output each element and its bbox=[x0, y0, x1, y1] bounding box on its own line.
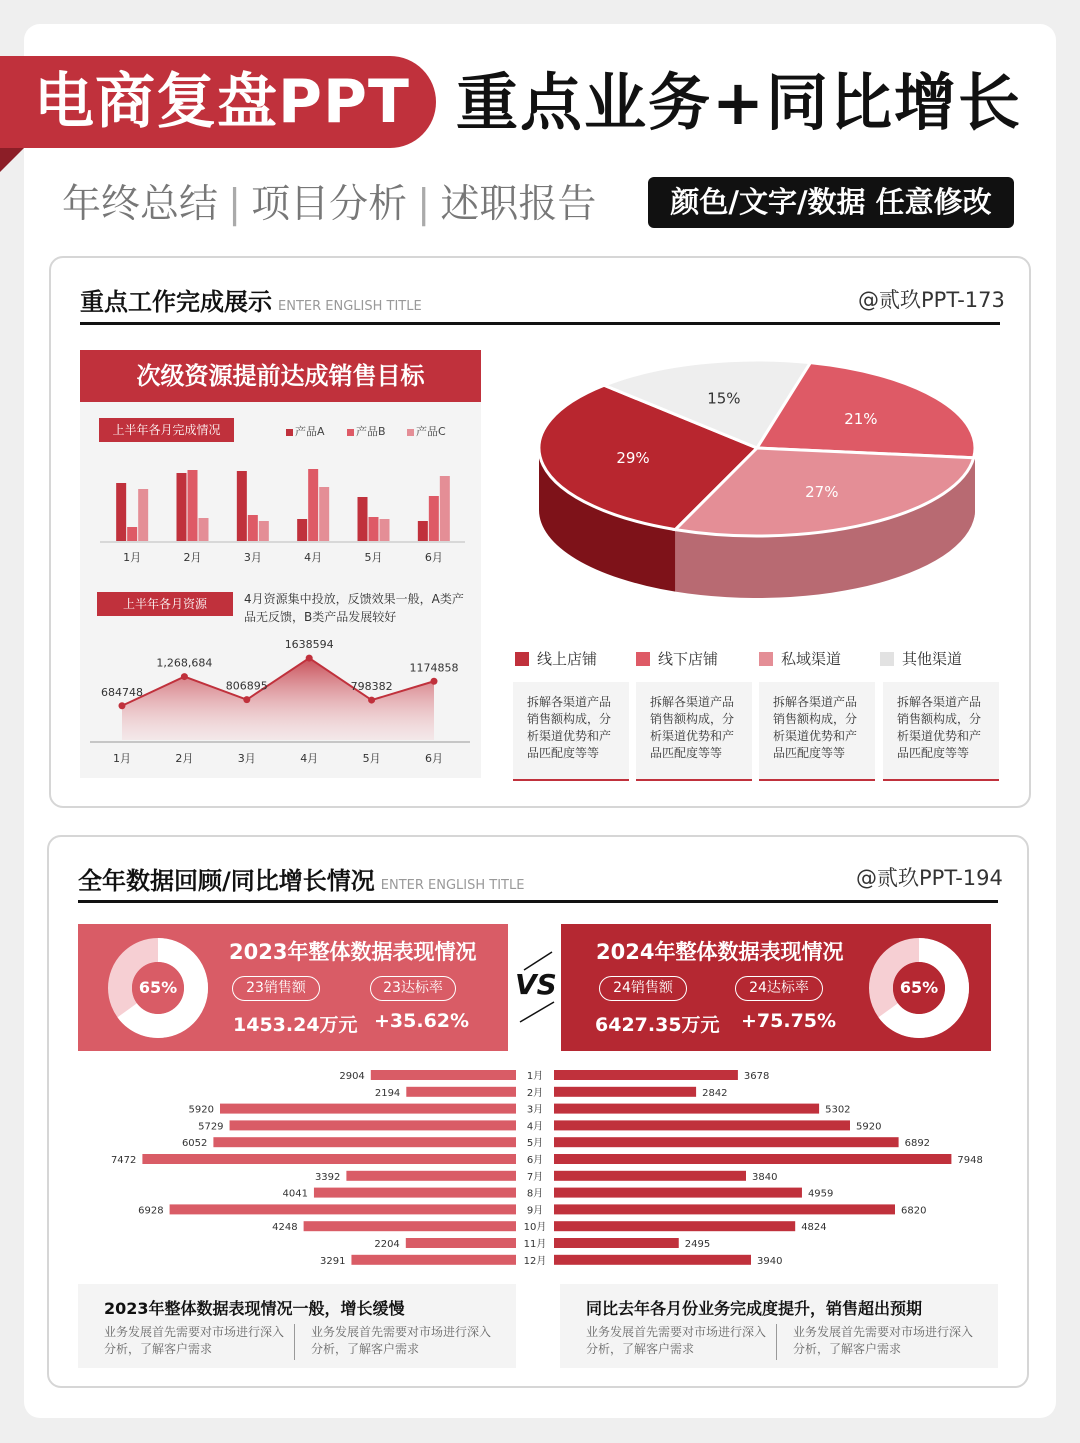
subtitle-sep: | bbox=[417, 182, 431, 227]
desc-box-1: 拆解各渠道产品销售额构成，分析渠道优势和产品匹配度等等 bbox=[513, 682, 629, 781]
section2-english: ENTER ENGLISH TITLE bbox=[380, 878, 525, 893]
bar-产品C bbox=[440, 476, 450, 541]
value-label-2024: 7948 bbox=[957, 1155, 983, 1166]
bar-2023 bbox=[213, 1137, 516, 1147]
legend-product-c bbox=[407, 423, 446, 439]
bar-产品A bbox=[177, 473, 187, 541]
section2-title bbox=[78, 861, 524, 896]
month-label: 4月 bbox=[526, 1121, 544, 1133]
section1-title bbox=[80, 282, 422, 317]
foot-box-2023 bbox=[78, 1284, 516, 1368]
bar-产品C bbox=[380, 519, 390, 541]
value-label-2023: 2204 bbox=[374, 1239, 400, 1250]
bar-产品B bbox=[248, 515, 258, 541]
month-label: 8月 bbox=[526, 1188, 544, 1200]
subtitle-2: 项目分析 bbox=[251, 182, 408, 227]
bar-2024 bbox=[554, 1238, 679, 1248]
stat-box-2024 bbox=[561, 924, 991, 1051]
data-label: 798382 bbox=[350, 680, 393, 694]
monthly-area-chart bbox=[80, 630, 481, 775]
month-label: 5月 bbox=[526, 1138, 544, 1150]
legend-label: 产品A bbox=[295, 425, 325, 438]
data-label: 1174858 bbox=[409, 661, 459, 675]
foot-2024-col2: 业务发展首先需要对市场进行深入分析，了解客户需求 bbox=[793, 1325, 974, 1356]
value-label-2024: 6892 bbox=[904, 1138, 931, 1150]
bar-产品C bbox=[319, 487, 329, 541]
bar-2023 bbox=[220, 1104, 516, 1114]
month-label: 7月 bbox=[526, 1171, 544, 1183]
header-title: 重点业务+同比增长 bbox=[456, 66, 1022, 139]
value-label-2024: 2842 bbox=[702, 1087, 728, 1099]
bar-产品B bbox=[369, 517, 379, 541]
value-label-2023: 3291 bbox=[319, 1255, 346, 1267]
x-tick-label: 6月 bbox=[424, 551, 443, 564]
pill-2024-sales: 24销售额 bbox=[599, 976, 687, 1001]
pie-legend-label: 私域渠道 bbox=[781, 650, 842, 668]
subtitle-3: 述职报告 bbox=[440, 182, 597, 227]
bar-产品C bbox=[138, 489, 148, 541]
bar-产品B bbox=[308, 469, 318, 541]
data-label: 684748 bbox=[101, 685, 143, 699]
bar-2023 bbox=[351, 1255, 516, 1265]
bar-产品A bbox=[358, 497, 368, 541]
x-tick-label: 6月 bbox=[425, 752, 443, 765]
x-tick-label: 3月 bbox=[237, 752, 256, 765]
pie-legend-1 bbox=[515, 648, 597, 669]
month-label: 3月 bbox=[526, 1104, 544, 1116]
stat-2023-rate: +35.62% bbox=[374, 1010, 470, 1032]
bar-产品A bbox=[418, 521, 428, 541]
pie-legend-label: 其他渠道 bbox=[902, 650, 963, 668]
pie-value-label: 29% bbox=[616, 448, 650, 467]
pie-legend-3 bbox=[759, 648, 841, 669]
bar-2023 bbox=[371, 1070, 516, 1080]
legend-product-a bbox=[286, 423, 325, 439]
stat-2023-title: 2023年整体数据表现情况 bbox=[229, 940, 477, 964]
area-point bbox=[431, 678, 438, 685]
pie-legend-swatch bbox=[880, 652, 894, 666]
foot-divider bbox=[776, 1324, 777, 1360]
value-label-2023: 2904 bbox=[339, 1071, 365, 1082]
pie-legend-swatch bbox=[759, 652, 773, 666]
bar-2023 bbox=[230, 1120, 516, 1130]
x-tick-label: 2月 bbox=[183, 551, 202, 564]
bar-产品B bbox=[188, 470, 198, 541]
value-label-2024: 5920 bbox=[856, 1121, 882, 1133]
line-chart-tag: 上半年各月资源 bbox=[97, 592, 233, 616]
value-label-2023: 5729 bbox=[198, 1121, 224, 1133]
foot-2023-col1: 业务发展首先需要对市场进行深入分析，了解客户需求 bbox=[104, 1325, 285, 1356]
bar-产品A bbox=[297, 519, 307, 541]
bar-2024 bbox=[554, 1221, 795, 1231]
section1-rule bbox=[80, 322, 1000, 325]
bar-2024 bbox=[554, 1188, 802, 1198]
bar-2023 bbox=[314, 1188, 516, 1198]
foot-2023-col2: 业务发展首先需要对市场进行深入分析，了解客户需求 bbox=[311, 1325, 492, 1356]
bar-2024 bbox=[554, 1120, 850, 1130]
pie-legend-label: 线上店铺 bbox=[537, 650, 598, 668]
stat-2024-sales: 6427.35万元 bbox=[595, 1014, 720, 1036]
pill-2024-rate: 24达标率 bbox=[735, 976, 823, 1001]
value-label-2024: 3840 bbox=[752, 1171, 778, 1183]
section2-title-text: 全年数据回顾/同比增长情况 bbox=[78, 867, 375, 895]
x-tick-label: 1月 bbox=[123, 551, 142, 564]
bar-2023 bbox=[406, 1087, 516, 1097]
header-tag-fold bbox=[0, 148, 24, 172]
donut-2024-label: 65% bbox=[899, 978, 939, 997]
channel-pie-chart bbox=[520, 345, 995, 635]
stat-box-2023 bbox=[78, 924, 508, 1051]
value-label-2023: 6052 bbox=[181, 1138, 208, 1150]
area-point bbox=[119, 702, 126, 709]
x-tick-label: 5月 bbox=[362, 752, 381, 765]
month-label: 10月 bbox=[523, 1222, 547, 1234]
header-tag: 电商复盘PPT bbox=[0, 56, 436, 148]
bar-产品B bbox=[429, 496, 439, 541]
month-label: 12月 bbox=[523, 1255, 547, 1267]
x-tick-label: 5月 bbox=[364, 551, 383, 564]
bar-2024 bbox=[554, 1070, 738, 1080]
value-label-2023: 2194 bbox=[374, 1087, 401, 1099]
foot-divider bbox=[294, 1324, 295, 1360]
x-tick-label: 2月 bbox=[175, 752, 194, 765]
section1-english: ENTER ENGLISH TITLE bbox=[278, 299, 422, 314]
legend-product-b bbox=[347, 423, 386, 439]
value-label-2024: 3678 bbox=[743, 1071, 770, 1082]
section2-handle: @贰玖PPT-194 bbox=[856, 866, 1003, 890]
pill-2023-sales: 23销售额 bbox=[232, 976, 320, 1001]
desc-box-2: 拆解各渠道产品销售额构成，分析渠道优势和产品匹配度等等 bbox=[636, 682, 752, 781]
desc-box-4: 拆解各渠道产品销售额构成，分析渠道优势和产品匹配度等等 bbox=[883, 682, 999, 781]
area-fill bbox=[122, 658, 434, 740]
value-label-2023: 6928 bbox=[138, 1205, 164, 1217]
subtitle-1: 年终总结 bbox=[62, 182, 219, 227]
area-point bbox=[243, 696, 250, 703]
edit-badge: 颜色/文字/数据 任意修改 bbox=[648, 177, 1014, 228]
section1-handle: @贰玖PPT-173 bbox=[858, 288, 1005, 312]
pie-legend-2 bbox=[636, 648, 718, 669]
legend-swatch bbox=[286, 429, 293, 436]
bar-产品C bbox=[259, 521, 269, 541]
legend-label: 产品B bbox=[356, 425, 386, 438]
month-label: 2月 bbox=[526, 1087, 544, 1099]
bar-产品A bbox=[237, 471, 247, 541]
legend-swatch bbox=[407, 429, 414, 436]
bar-2024 bbox=[554, 1154, 951, 1164]
bar-2023 bbox=[170, 1204, 516, 1214]
desc-box-3: 拆解各渠道产品销售额构成，分析渠道优势和产品匹配度等等 bbox=[759, 682, 875, 781]
bar-产品C bbox=[199, 518, 209, 541]
bar-2024 bbox=[554, 1255, 751, 1265]
monthly-bar-chart bbox=[80, 440, 481, 570]
bar-2023 bbox=[406, 1238, 516, 1248]
legend-swatch bbox=[347, 429, 354, 436]
pie-legend-label: 线下店铺 bbox=[658, 650, 719, 668]
value-label-2024: 3940 bbox=[757, 1255, 783, 1267]
yearly-comparison-chart bbox=[78, 1066, 998, 1272]
area-point bbox=[368, 697, 375, 704]
section2-rule bbox=[78, 900, 998, 903]
pie-value-label: 15% bbox=[707, 389, 741, 408]
value-label-2024: 4824 bbox=[801, 1222, 827, 1234]
section1-title-text: 重点工作完成展示 bbox=[80, 288, 272, 316]
data-label: 806895 bbox=[225, 679, 268, 693]
value-label-2024: 6820 bbox=[901, 1205, 927, 1217]
bar-2024 bbox=[554, 1137, 899, 1147]
value-label-2023: 4041 bbox=[282, 1188, 308, 1200]
vs-line-bottom bbox=[520, 1002, 554, 1022]
value-label-2024: 5302 bbox=[825, 1104, 851, 1116]
value-label-2023: 4248 bbox=[272, 1222, 298, 1234]
foot-box-2024 bbox=[560, 1284, 998, 1368]
panel-left-title: 次级资源提前达成销售目标 bbox=[80, 350, 481, 402]
subtitle-sep: | bbox=[228, 182, 242, 227]
foot-2024-col1: 业务发展首先需要对市场进行深入分析，了解客户需求 bbox=[586, 1325, 767, 1356]
pie-legend-swatch bbox=[636, 652, 650, 666]
data-label: 1638594 bbox=[284, 638, 334, 652]
month-label: 6月 bbox=[526, 1155, 544, 1166]
month-label: 9月 bbox=[526, 1205, 544, 1217]
stat-2024-title: 2024年整体数据表现情况 bbox=[596, 940, 844, 964]
pie-value-label: 21% bbox=[844, 409, 878, 428]
value-label-2023: 7472 bbox=[110, 1155, 137, 1166]
x-tick-label: 1月 bbox=[113, 752, 131, 765]
bar-产品A bbox=[116, 483, 126, 541]
bar-2023 bbox=[304, 1221, 516, 1231]
line-chart-note: 4月资源集中投放，反馈效果一般，A类产品无反馈，B类产品发展较好 bbox=[244, 592, 464, 624]
area-point bbox=[306, 655, 313, 662]
donut-2023-label: 65% bbox=[138, 978, 178, 997]
foot-2024-title: 同比去年各月份业务完成度提升，销售超出预期 bbox=[586, 1299, 923, 1318]
value-label-2023: 3392 bbox=[314, 1171, 341, 1183]
vs-label: VS bbox=[515, 968, 557, 1001]
bar-2023 bbox=[142, 1154, 516, 1164]
value-label-2023: 5920 bbox=[188, 1104, 214, 1116]
area-point bbox=[181, 673, 188, 680]
value-label-2024: 2495 bbox=[684, 1239, 711, 1250]
month-label: 11月 bbox=[523, 1239, 547, 1250]
x-tick-label: 4月 bbox=[300, 752, 319, 765]
bar-产品B bbox=[127, 527, 137, 541]
stat-2023-sales: 1453.24万元 bbox=[233, 1014, 358, 1036]
pill-2023-rate: 23达标率 bbox=[370, 976, 456, 1001]
bar-2023 bbox=[346, 1171, 516, 1181]
bar-2024 bbox=[554, 1171, 746, 1181]
x-tick-label: 4月 bbox=[304, 551, 323, 564]
pie-legend-swatch bbox=[515, 652, 529, 666]
x-tick-label: 3月 bbox=[243, 551, 262, 564]
stat-2024-rate: +75.75% bbox=[741, 1010, 837, 1032]
subtitle bbox=[62, 178, 596, 232]
bar-chart-tag: 上半年各月完成情况 bbox=[99, 418, 234, 442]
legend-label: 产品C bbox=[416, 425, 446, 438]
bar-2024 bbox=[554, 1204, 895, 1214]
bar-2024 bbox=[554, 1104, 819, 1114]
month-label: 1月 bbox=[526, 1071, 544, 1082]
data-label: 1,268,684 bbox=[156, 656, 213, 670]
foot-2023-title: 2023年整体数据表现情况一般，增长缓慢 bbox=[104, 1299, 405, 1318]
pie-value-label: 27% bbox=[805, 482, 839, 501]
bar-2024 bbox=[554, 1087, 696, 1097]
value-label-2024: 4959 bbox=[807, 1188, 834, 1200]
pie-legend-4 bbox=[880, 648, 962, 669]
